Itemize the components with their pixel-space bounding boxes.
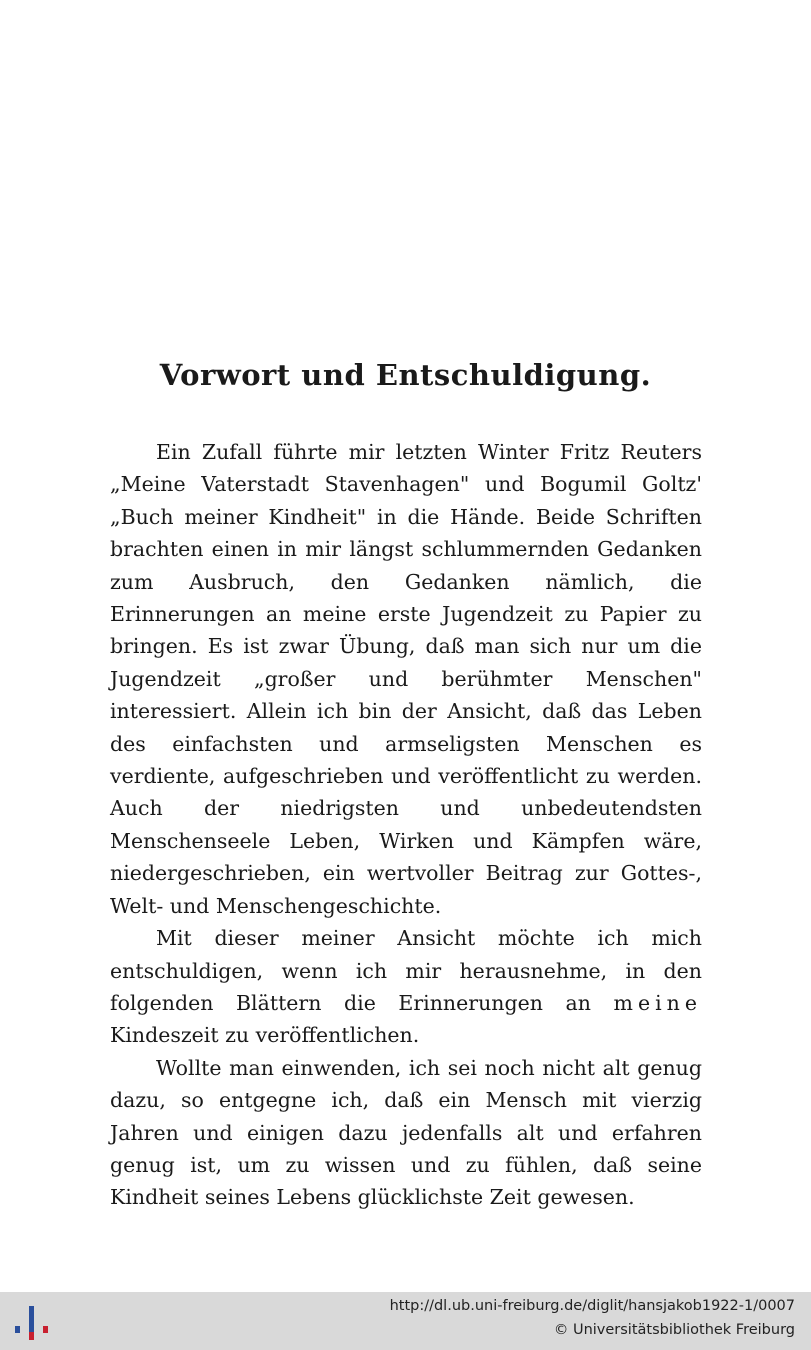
library-footer <box>0 1292 811 1350</box>
page-title: Vorwort und Entschuldigung. <box>159 358 652 392</box>
ub-freiburg-logo-icon <box>12 1302 52 1342</box>
paragraph-2 <box>110 922 702 1052</box>
logo-bar-center-red <box>29 1332 34 1340</box>
logo-bar-right-red <box>43 1326 48 1333</box>
paragraph-1: Ein Zufall führte mir letzten Winter Fritz Reuters „Meine Vaterstadt Stavenhagen" und Bogumil Goltz' „Buch meiner Kindheit" in die Hände. Beide Schriften brachten einen in mir längst schlummernden Gedanken zum Ausbruch, den Gedanken nämlich, die Erinnerungen an meine erste Jugendzeit zu Papier zu bringen. Es ist zwar Übung, daß man sich nur um die Jugendzeit „großer und berühmter Menschen" interessiert. Allein ich bin der Ansicht, daß das Leben des einfachsten und armseligsten Menschen es verdiente, aufgeschrieben und veröffentlicht zu werden. Auch der niedrigsten und unbedeutendsten Menschenseele Leben, Wirken und Kämpfen wäre, niedergeschrieben, ein wertvoller Beitrag zur Gottes-, Welt- und Menschengeschichte. <box>110 440 702 918</box>
paragraph-2-emphasis: meine <box>613 990 702 1015</box>
paragraph-2-before: Mit dieser meiner Ansicht möchte ich mich entschuldigen, wenn ich mir herausnehme, in den folgenden Blättern die Erinnerungen an <box>110 926 702 1015</box>
logo-bar-left-blue <box>15 1326 20 1333</box>
paragraph-3: Wollte man einwenden, ich sei noch nicht alt genug dazu, so entgegne ich, daß ein Mensch mit vierzig Jahren und einigen dazu jedenfalls alt und erfahren genug ist, um zu wissen und zu fühlen, daß seine Kindheit seines Lebens glücklichste Zeit gewesen. <box>110 1055 702 1210</box>
paragraph-2-after: Kindeszeit zu veröffentlichen. <box>110 1023 420 1048</box>
copyright-text: © Universitätsbibliothek Freiburg <box>553 1322 795 1338</box>
permalink-url[interactable]: http://dl.ub.uni-freiburg.de/diglit/hansjakob1922-1/0007 <box>389 1298 795 1314</box>
body-text <box>110 436 702 1214</box>
